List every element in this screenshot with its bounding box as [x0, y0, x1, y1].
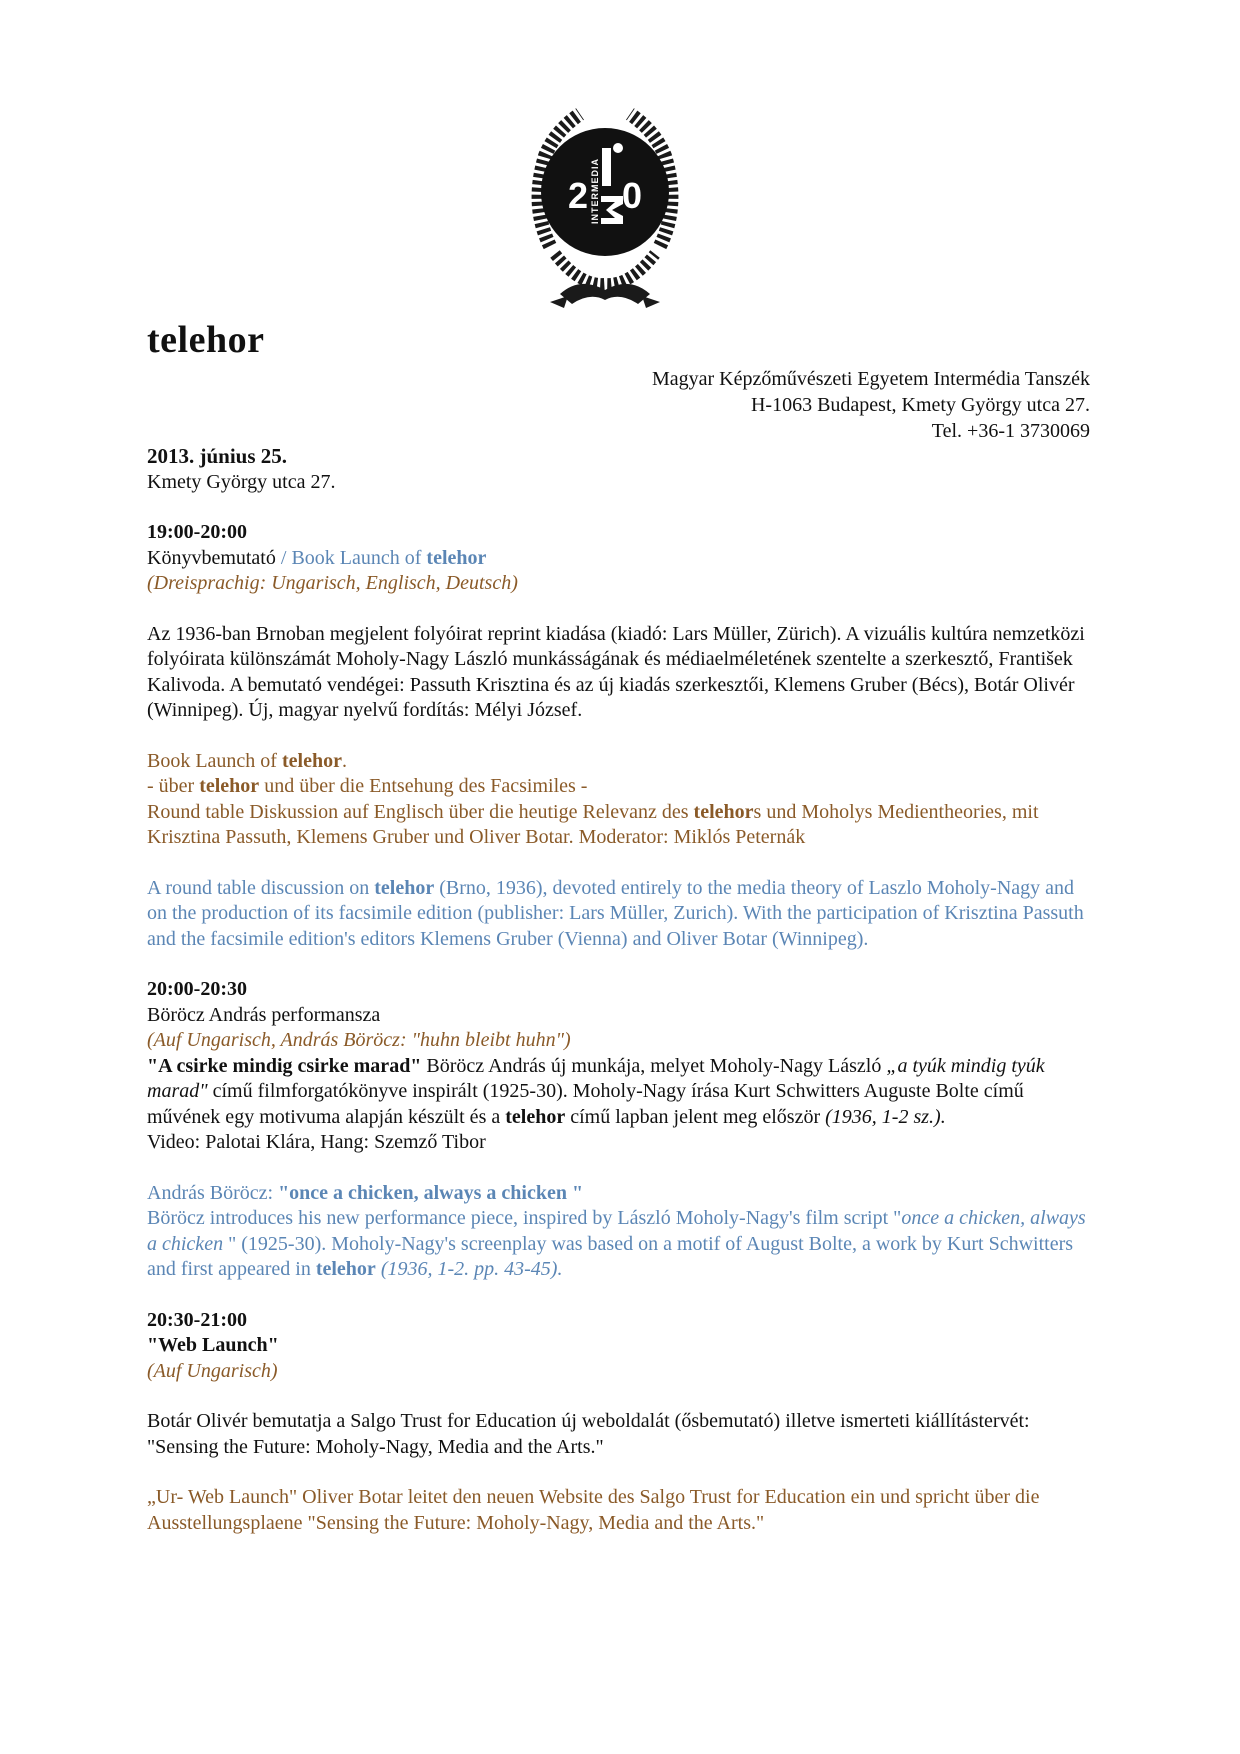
session-2-credits: Video: Palotai Klára, Hang: Szemző Tibor: [147, 1131, 486, 1153]
session-3-heading: "Web Launch": [147, 1334, 279, 1356]
session-3-languages: (Auf Ungarisch): [147, 1359, 278, 1382]
logo-digit-right: 0: [622, 175, 643, 216]
program-content: [147, 444, 1097, 1536]
session-3-german-text: „Ur- Web Launch" Oliver Botar leitet den neuen Website des Salgo Trust for Education ein und spricht über die Ausstellungsplaene "Sensing the Future: Moholy-Nagy, Media and the Arts.": [147, 1486, 1040, 1534]
session-2-english-heading: András Böröcz: "once a chicken, always a chicken ": [147, 1181, 584, 1204]
session-2-english-text: Böröcz introduces his new performance piece, inspired by László Moholy-Nagy's film script "once a chicken, always a chicken " (1925-30). Moholy-Nagy's screenplay was based on a motif of August Bolte, a work by Kurt Schwitters and first appeared in telehor (1936, 1-2. pp. 43-45).: [147, 1207, 1086, 1280]
session-2-hungarian-text: "A csirke mindig csirke marad" Böröcz András új munkája, melyet Moholy-Nagy László „a tyúk mindig tyúk marad" című filmforgatókönyve inspirált (1925-30). Moholy-Nagy írása Kurt Schwitters Auguste Bolte című művének egy motivuma alapján készült és a telehor című lapban jelent meg először (1936, 1-2 sz.).: [147, 1054, 1045, 1128]
logo-digit-left: 2: [568, 175, 589, 216]
session-1-german-text: Book Launch of telehor. - über telehor und über die Entsehung des Facsimiles - Round table Diskussion auf Englisch über die heutige Relevanz des telehors und Moholys Medientheories, mit Krisztina Passuth, Klemens Gruber und Oliver Botar. Moderator: Miklós Peternák: [147, 749, 1039, 848]
address-line: H-1063 Budapest, Kmety György utca 27.: [750, 394, 1090, 416]
session-3-time: 20:30-21:00: [147, 1308, 247, 1331]
session-2-time: 20:00-20:30: [147, 978, 247, 1000]
session-1-english-text: A round table discussion on telehor (Brno, 1936), devoted entirely to the media theory of Laszlo Moholy-Nagy and on the production of its facsimile edition (publisher: Lars Müller, Zurich). With the participation of Krisztina Passuth and the facsimile edition's editors Klemens Gruber (Vienna) and Oliver Botar (Winnipeg).: [147, 876, 1084, 950]
address-block: [652, 366, 1090, 444]
session-1-languages: (Dreisprachig: Ungarisch, Englisch, Deutsch): [147, 572, 518, 594]
session-2-languages: (Auf Ungarisch, András Böröcz: "huhn bleibt huhn"): [147, 1029, 571, 1051]
page-title: telehor: [147, 319, 265, 361]
address-line: Magyar Képzőművészeti Egyetem Intermédia Tanszék: [651, 368, 1090, 390]
session-1-hungarian-text: Az 1936-ban Brnoban megjelent folyóirat reprint kiadása (kiadó: Lars Müller, Zürich). A vizuális kultúra nemzetközi folyóirata különszámát Moholy-Nagy László munkásságának és médiaelméletének szentelte a szerkesztő, František Kalivoda. A bemutató vendégei: Passuth Krisztina és az új kiadás szerkesztői, Klemens Gruber (Bécs), Botár Olivér (Winnipeg). Új, magyar nyelvű fordítás: Mélyi József.: [147, 622, 1085, 721]
session-2-heading: Böröcz András performansza: [147, 1003, 381, 1026]
event-date: 2013. június 25.: [147, 444, 288, 468]
session-3-hungarian-text: Botár Olivér bemutatja a Salgo Trust for Education új weboldalát (ősbemutató) illetve ismerteti kiállítástervét: "Sensing the Future: Moholy-Nagy, Media and the Arts.": [147, 1410, 1030, 1458]
intermedia-logo: [520, 96, 690, 314]
logo-vertical-text: INTERMEDIA: [590, 158, 600, 224]
session-1-heading: Könyvbemutató / Book Launch of telehor: [147, 546, 487, 569]
address-line: Tel. +36-1 3730069: [931, 420, 1090, 442]
session-1-time: 19:00-20:00: [147, 521, 247, 543]
wreath-emblem-icon: [520, 96, 690, 314]
event-venue: Kmety György utca 27.: [147, 470, 336, 493]
